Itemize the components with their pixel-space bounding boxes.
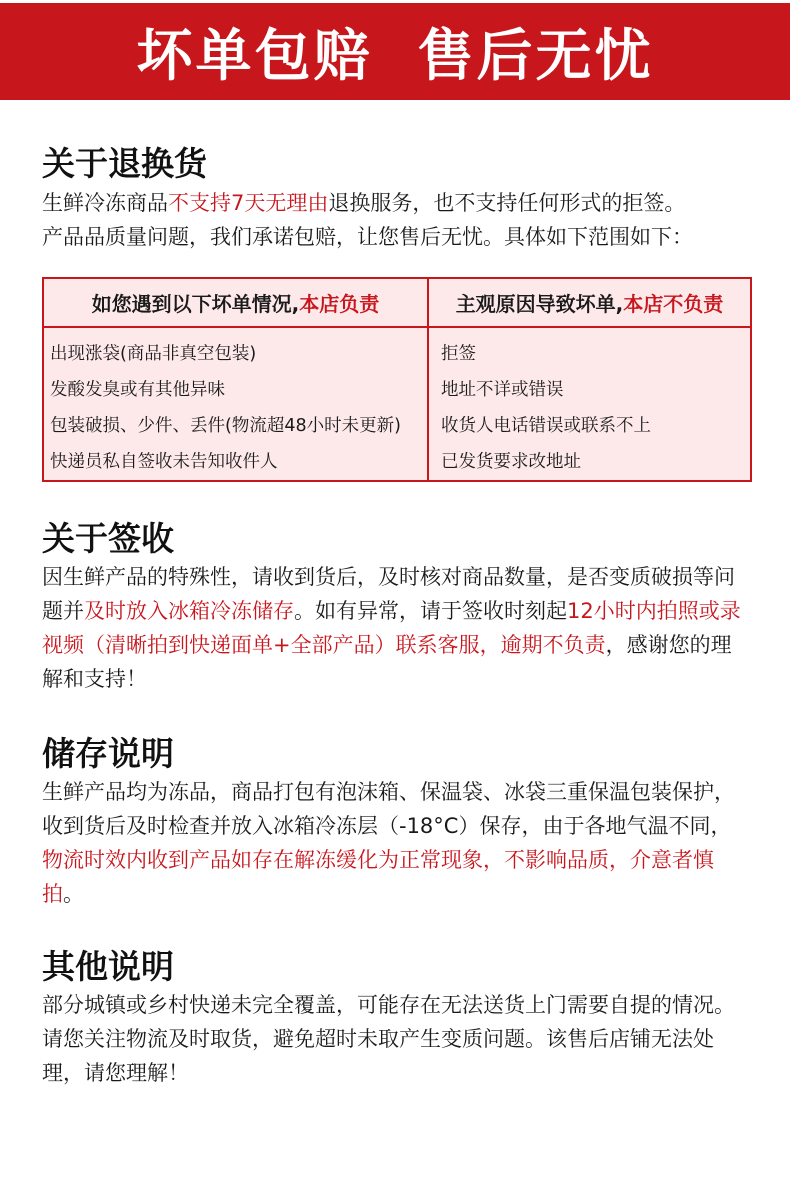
banner-title: 坏单包赔 售后无忧 (136, 23, 654, 89)
signing-heading: 关于签收 (42, 519, 174, 558)
signing-text-red-1: 及时放入冰箱冷冻储存 (84, 599, 294, 623)
table-body (44, 328, 750, 480)
storage-text-red: 物流时效内收到产品如存在解冻缓化为正常现象，不影响品质，介意者慎拍 (42, 848, 714, 906)
right-item: 地址不详或错误 (441, 380, 564, 400)
top-banner (0, 0, 790, 100)
returns-text-1a: 生鲜冷冻商品 (42, 191, 168, 215)
left-header-text: 如您遇到以下坏单情况, (91, 292, 300, 316)
right-item: 已发货要求改地址 (441, 452, 581, 472)
signing-text-3: ，感谢您的理解和支持！ (42, 633, 732, 691)
storage-text-1: 生鲜产品均为冻品，商品打包有泡沫箱、保温袋、冰袋三重保温包装保护，收到货后及时检查并放入冰箱冷冻层（-18°C）保存，由于各地气温不同， (42, 780, 735, 838)
returns-text (42, 186, 752, 254)
right-item: 拒签 (441, 344, 476, 364)
left-item: 快递员私自签收未告知收件人 (50, 452, 278, 472)
signing-text-2: 。如有异常，请于签收时刻起 (294, 599, 567, 623)
table-header-store-responsible (44, 279, 429, 326)
left-item: 包装破损、少件、丢件(物流超48小时未更新) (50, 416, 401, 436)
left-item: 发酸发臭或有其他异味 (50, 380, 225, 400)
other-heading: 其他说明 (42, 947, 174, 986)
table-header-row (44, 279, 750, 328)
storage-text-2: 。 (63, 882, 84, 906)
right-header-red: 本店不负责 (623, 292, 724, 316)
other-text: 部分城镇或乡村快递未完全覆盖，可能存在无法送货上门需要自提的情况。请您关注物流及时取货，避免超时未取产生变质问题。该售后店铺无法处理，请您理解！ (42, 993, 735, 1085)
responsibility-table (42, 277, 752, 482)
left-item: 出现涨袋(商品非真空包装) (50, 344, 257, 364)
left-column (44, 328, 429, 480)
returns-text-red: 不支持7天无理由 (168, 191, 329, 215)
right-header-text: 主观原因导致坏单, (455, 292, 624, 316)
signing-text (42, 560, 752, 696)
signing-text-1: 因生鲜产品的特殊性，请收到货后，及时核对商品数量，是否变质破损等问题并 (42, 565, 735, 623)
returns-text-2: 产品品质量问题，我们承诺包赔，让您售后无忧。具体如下范围如下： (42, 225, 693, 249)
returns-text-1b: 退换服务，也不支持任何形式的拒签。 (328, 191, 686, 215)
storage-text (42, 775, 752, 911)
right-column (429, 328, 750, 480)
returns-heading: 关于退换货 (42, 144, 207, 183)
left-header-red: 本店负责 (299, 292, 380, 316)
table-header-store-not-responsible (429, 279, 750, 326)
signing-text-red-2: 12小时内拍照或录视频（清晰拍到快递面单+全部产品）联系客服，逾期不负责 (42, 599, 741, 657)
right-item: 收货人电话错误或联系不上 (441, 416, 651, 436)
storage-heading: 储存说明 (42, 734, 174, 773)
